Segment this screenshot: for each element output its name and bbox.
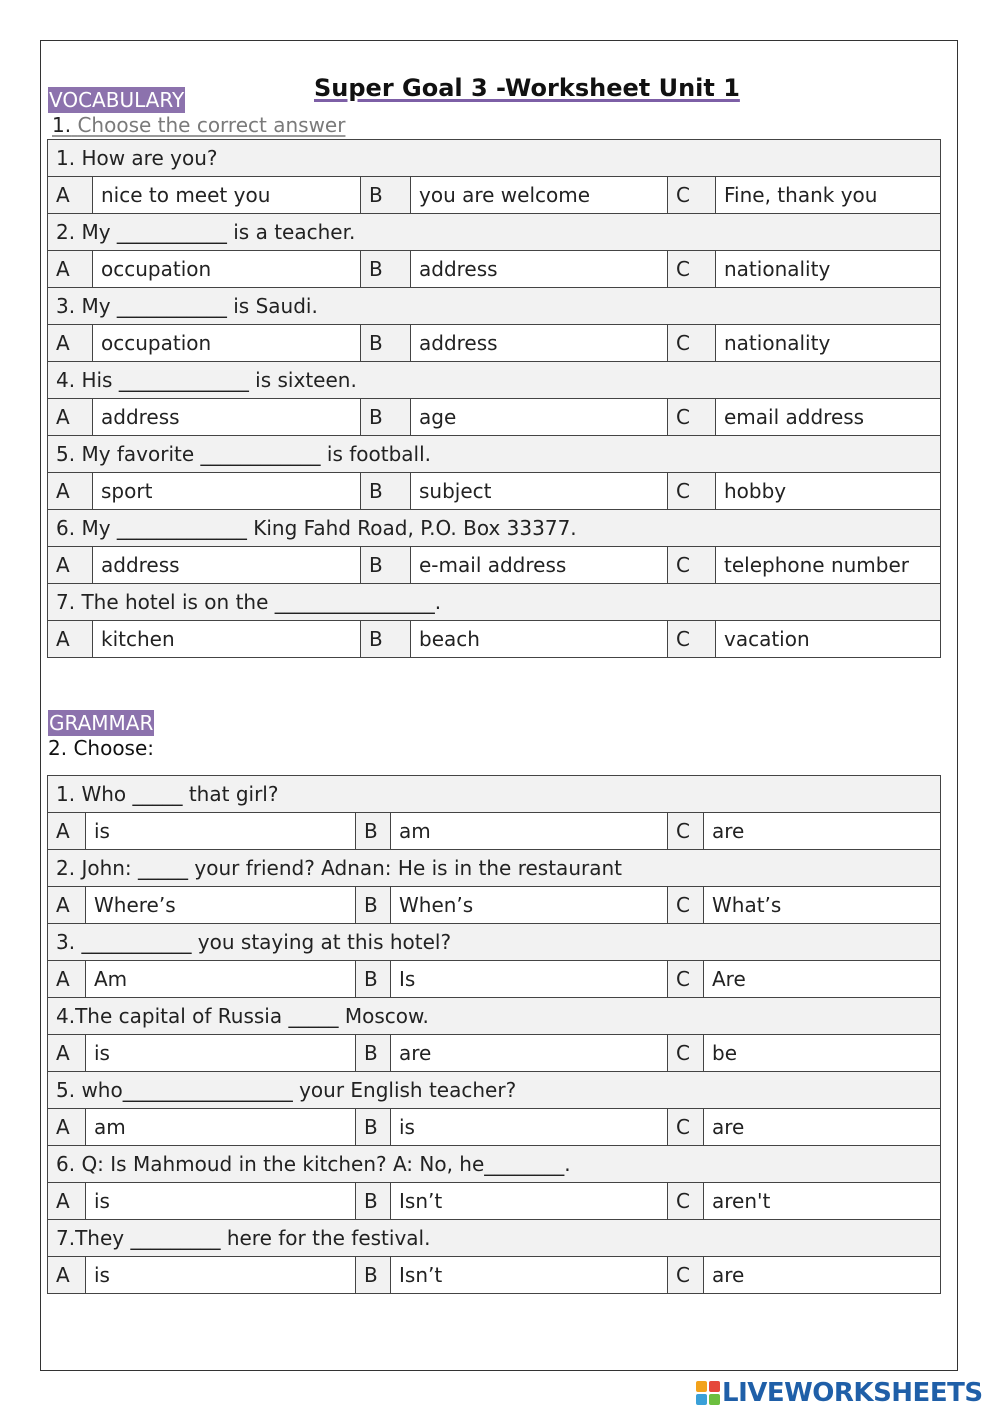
option-letter-a: A (48, 1183, 86, 1220)
option-a-answer[interactable]: Where’s (86, 887, 356, 924)
grammar-options-row (48, 1109, 941, 1146)
grammar-options-row (48, 813, 941, 850)
option-a-answer[interactable]: occupation (93, 251, 361, 288)
grammar-question-row (48, 1146, 941, 1183)
option-c-answer[interactable]: be (704, 1035, 941, 1072)
grammar-tag: GRAMMAR (49, 711, 154, 735)
option-b-answer[interactable]: are (391, 1035, 668, 1072)
option-letter-c: C (668, 399, 716, 436)
option-c-answer[interactable]: email address (716, 399, 941, 436)
vocabulary-instruction (52, 113, 345, 137)
liveworksheets-text: LIVEWORKSHEETS (722, 1378, 983, 1408)
option-b-answer[interactable]: you are welcome (411, 177, 668, 214)
option-letter-b: B (356, 1035, 391, 1072)
option-b-answer[interactable]: age (411, 399, 668, 436)
option-letter-a: A (48, 251, 93, 288)
option-letter-b: B (361, 251, 411, 288)
grammar-question-text: 3. ___________ you staying at this hotel? (48, 924, 941, 961)
vocab-options-row (48, 473, 941, 510)
liveworksheets-brand (696, 1378, 983, 1408)
option-a-answer[interactable]: sport (93, 473, 361, 510)
vocabulary-instruction-text: Choose the correct answer (77, 113, 346, 137)
vocab-options-row (48, 177, 941, 214)
option-a-answer[interactable]: kitchen (93, 621, 361, 658)
option-letter-c: C (668, 621, 716, 658)
option-a-answer[interactable]: is (86, 1035, 356, 1072)
grammar-question-text: 6. Q: Is Mahmoud in the kitchen? A: No, he________. (48, 1146, 941, 1183)
option-letter-c: C (668, 1035, 704, 1072)
vocab-question-text: 6. My _____________ King Fahd Road, P.O. Box 33377. (48, 510, 941, 547)
option-c-answer[interactable]: are (704, 1257, 941, 1294)
grammar-question-row (48, 998, 941, 1035)
vocab-question-text: 3. My ___________ is Saudi. (48, 288, 941, 325)
option-letter-b: B (356, 1183, 391, 1220)
option-letter-c: C (668, 813, 704, 850)
option-letter-c: C (668, 473, 716, 510)
option-letter-b: B (356, 1109, 391, 1146)
option-c-answer[interactable]: What’s (704, 887, 941, 924)
grammar-question-text: 1. Who _____ that girl? (48, 776, 941, 813)
option-letter-a: A (48, 399, 93, 436)
option-b-answer[interactable]: e-mail address (411, 547, 668, 584)
vocab-options-row (48, 325, 941, 362)
option-a-answer[interactable]: address (93, 547, 361, 584)
vocab-question-text: 4. His _____________ is sixteen. (48, 362, 941, 399)
vocab-options-row (48, 399, 941, 436)
vocab-question-row (48, 510, 941, 547)
vocab-options-row (48, 251, 941, 288)
vocab-question-row (48, 140, 941, 177)
option-letter-a: A (48, 813, 86, 850)
option-letter-c: C (668, 251, 716, 288)
option-a-answer[interactable]: Am (86, 961, 356, 998)
vocabulary-table (47, 139, 941, 658)
vocab-options-row (48, 621, 941, 658)
vocab-question-row (48, 288, 941, 325)
option-b-answer[interactable]: address (411, 325, 668, 362)
grammar-question-row (48, 924, 941, 961)
option-a-answer[interactable]: address (93, 399, 361, 436)
option-b-answer[interactable]: beach (411, 621, 668, 658)
option-b-answer[interactable]: am (391, 813, 668, 850)
option-a-answer[interactable]: am (86, 1109, 356, 1146)
option-letter-a: A (48, 1035, 86, 1072)
grammar-question-text: 7.They _________ here for the festival. (48, 1220, 941, 1257)
grammar-question-row (48, 776, 941, 813)
option-letter-c: C (668, 325, 716, 362)
option-letter-b: B (356, 961, 391, 998)
vocabulary-instruction-number: 1. (52, 113, 72, 137)
option-letter-c: C (668, 1183, 704, 1220)
grammar-options-row (48, 1183, 941, 1220)
option-letter-a: A (48, 887, 86, 924)
option-letter-b: B (356, 1257, 391, 1294)
grammar-question-row (48, 850, 941, 887)
option-b-answer[interactable]: is (391, 1109, 668, 1146)
option-letter-c: C (668, 547, 716, 584)
vocab-question-row (48, 584, 941, 621)
vocab-question-text: 5. My favorite ____________ is football. (48, 436, 941, 473)
option-b-answer[interactable]: Is (391, 961, 668, 998)
option-letter-c: C (668, 961, 704, 998)
option-letter-a: A (48, 325, 93, 362)
option-b-answer[interactable]: Isn’t (391, 1183, 668, 1220)
option-letter-a: A (48, 621, 93, 658)
grammar-question-text: 2. John: _____ your friend? Adnan: He is in the restaurant (48, 850, 941, 887)
option-letter-c: C (668, 1257, 704, 1294)
option-c-answer[interactable]: are (704, 1109, 941, 1146)
option-letter-c: C (668, 887, 704, 924)
option-b-answer[interactable]: address (411, 251, 668, 288)
option-letter-b: B (361, 473, 411, 510)
option-letter-a: A (48, 1257, 86, 1294)
option-letter-a: A (48, 1109, 86, 1146)
grammar-options-row (48, 1035, 941, 1072)
option-c-answer[interactable]: Are (704, 961, 941, 998)
option-a-answer[interactable]: is (86, 1183, 356, 1220)
option-c-answer[interactable]: aren't (704, 1183, 941, 1220)
option-letter-b: B (361, 177, 411, 214)
grammar-options-row (48, 961, 941, 998)
option-a-answer[interactable]: occupation (93, 325, 361, 362)
option-letter-b: B (361, 547, 411, 584)
vocab-question-row (48, 436, 941, 473)
option-c-answer[interactable]: are (704, 813, 941, 850)
option-letter-a: A (48, 177, 93, 214)
option-c-answer[interactable]: Fine, thank you (716, 177, 941, 214)
vocab-question-row (48, 214, 941, 251)
option-b-answer[interactable]: Isn’t (391, 1257, 668, 1294)
grammar-question-text: 4.The capital of Russia _____ Moscow. (48, 998, 941, 1035)
option-letter-c: C (668, 1109, 704, 1146)
grammar-options-row (48, 1257, 941, 1294)
grammar-question-row (48, 1220, 941, 1257)
option-b-answer[interactable]: subject (411, 473, 668, 510)
option-letter-b: B (356, 887, 391, 924)
option-letter-a: A (48, 547, 93, 584)
option-c-answer[interactable]: vacation (716, 621, 941, 658)
option-c-answer[interactable]: nationality (716, 251, 941, 288)
grammar-table (47, 775, 941, 1294)
option-letter-b: B (361, 621, 411, 658)
option-letter-a: A (48, 961, 86, 998)
option-c-answer[interactable]: telephone number (716, 547, 941, 584)
option-letter-c: C (668, 177, 716, 214)
option-letter-b: B (356, 813, 391, 850)
option-letter-b: B (361, 325, 411, 362)
grammar-options-row (48, 887, 941, 924)
option-a-answer[interactable]: nice to meet you (93, 177, 361, 214)
option-a-answer[interactable]: is (86, 813, 356, 850)
worksheet-title: Super Goal 3 -Worksheet Unit 1 (314, 74, 740, 102)
vocab-question-text: 7. The hotel is on the ________________. (48, 584, 941, 621)
option-c-answer[interactable]: nationality (716, 325, 941, 362)
vocab-options-row (48, 547, 941, 584)
option-a-answer[interactable]: is (86, 1257, 356, 1294)
option-b-answer[interactable]: When’s (391, 887, 668, 924)
option-letter-a: A (48, 473, 93, 510)
vocab-question-text: 2. My ___________ is a teacher. (48, 214, 941, 251)
grammar-instruction: 2. Choose: (48, 736, 155, 760)
vocab-question-row (48, 362, 941, 399)
vocab-question-text: 1. How are you? (48, 140, 941, 177)
grammar-question-text: 5. who_________________ your English teacher? (48, 1072, 941, 1109)
vocabulary-tag: VOCABULARY (49, 88, 185, 112)
liveworksheets-logo-icon (696, 1381, 720, 1405)
grammar-question-row (48, 1072, 941, 1109)
option-c-answer[interactable]: hobby (716, 473, 941, 510)
option-letter-b: B (361, 399, 411, 436)
